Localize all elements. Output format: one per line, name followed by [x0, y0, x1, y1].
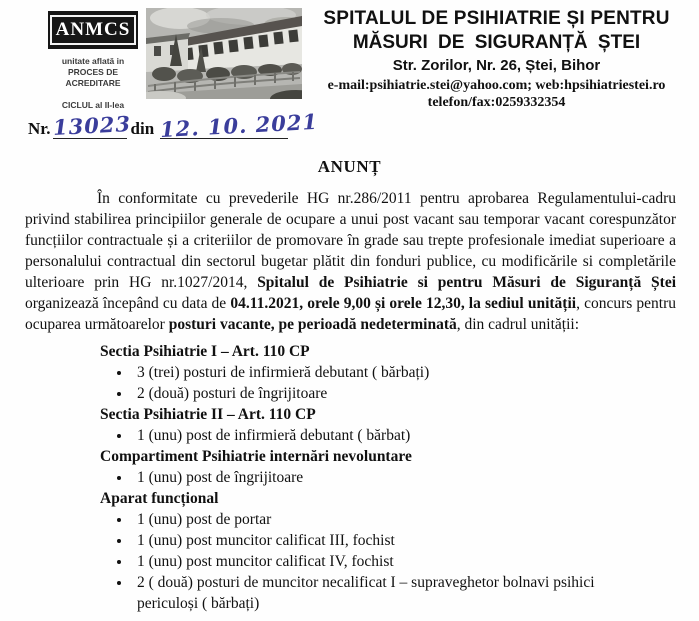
- anmcs-accreditation-block: [40, 5, 146, 110]
- hospital-name-line1: SPITALUL DE PSIHIATRIE ȘI PENTRU: [323, 8, 670, 29]
- nr-label: Nr.: [28, 119, 51, 138]
- position-item: • 2 (două) posturi de îngrijitoare: [132, 383, 654, 404]
- accreditation-cycle: CICLUL al II-lea: [61, 100, 125, 110]
- position-item: • 1 (unu) post de infirmieră debutant ( bărbat): [132, 425, 654, 446]
- document-header: [0, 0, 699, 110]
- hospital-photo-illustration: [146, 8, 302, 99]
- position-item: • 1 (unu) post de portar: [132, 509, 654, 530]
- section-heading: Compartiment Psihiatrie internări nevoluntare: [100, 448, 412, 465]
- positions-list: [100, 341, 699, 614]
- hospital-name-line2: MĂSURI DE SIGURANȚĂ ȘTEI: [352, 32, 641, 53]
- position-item: • 3 (trei) posturi de infirmieră debutant ( bărbați): [132, 362, 654, 383]
- accreditation-line2: PROCES DE ACREDITARE: [65, 67, 121, 88]
- handwritten-registration-number: 13023: [51, 110, 132, 141]
- position-items: [100, 425, 654, 446]
- document-title: ANUNȚ: [317, 157, 382, 176]
- position-items: [100, 509, 654, 614]
- hospital-identity: [302, 5, 691, 111]
- position-item: • 2 ( două) posturi de muncitor necalificat I – supraveghetor bolnavi psihici periculoși ( bărbați): [132, 572, 654, 614]
- registration-line: [28, 108, 699, 144]
- accreditation-status: [40, 56, 146, 89]
- hospital-contact: e-mail:psihiatrie.stei@yahoo.com; web:hpsihiatriestei.ro: [327, 78, 666, 93]
- position-item: • 1 (unu) post de îngrijitoare: [132, 467, 654, 488]
- accreditation-line1: unitate aflată in: [61, 56, 125, 66]
- registration-number-slot: [51, 110, 132, 141]
- announcement-paragraph: [25, 188, 676, 335]
- paragraph-segment: organizează începând cu data de: [25, 295, 231, 312]
- paragraph-segment: posturi vacante, pe perioadă nedeterminată: [168, 316, 457, 333]
- position-items: [100, 467, 654, 488]
- position-item: • 1 (unu) post muncitor calificat III, fochist: [132, 530, 654, 551]
- paragraph-segment: , concurs pentru ocuparea următoarelor: [25, 295, 676, 333]
- hospital-phone: telefon/fax:0259332354: [427, 95, 566, 110]
- hospital-photo: [146, 8, 302, 99]
- din-label: din: [130, 119, 155, 138]
- paragraph-segment: , din cadrul unității:: [456, 316, 580, 333]
- anmcs-logo-text: ANMCS: [50, 15, 137, 45]
- hospital-address: Str. Zorilor, Nr. 26, Ștei, Bihor: [392, 57, 601, 74]
- section-heading: Sectia Psihiatrie II – Art. 110 CP: [100, 406, 316, 423]
- paragraph-segment: 04.11.2021, orele 9,00 și orele 12,30, la sediul unității: [230, 295, 577, 312]
- position-items: [100, 362, 654, 404]
- section-heading: Aparat funcțional: [100, 490, 219, 507]
- position-item: • 1 (unu) post muncitor calificat IV, fochist: [132, 551, 654, 572]
- handwritten-date: 12. 10. 2021: [159, 108, 319, 143]
- section-heading: Sectia Psihiatrie I – Art. 110 CP: [100, 343, 310, 360]
- paragraph-segment: Spitalul de Psihiatrie si pentru Măsuri de Siguranță Ștei: [257, 274, 677, 291]
- anmcs-logo: [48, 11, 138, 49]
- paragraph-segment: În conformitate cu prevederile HG nr.286/2011 pentru aprobarea Regulamentului-cadru privind stabilirea principiilor generale de ocupare a unui post vacant sau temporar vacant corespunzător funcțiilor contractuale și a criteriilor de promovare în grade sau trepte profesionale imediat superioare a personalului contractual din sectorul bugetar plătit din fonduri publice, cu modificările si completările ulterioare prin HG nr.1027/2014,: [25, 190, 676, 291]
- registration-date-slot: [159, 108, 319, 143]
